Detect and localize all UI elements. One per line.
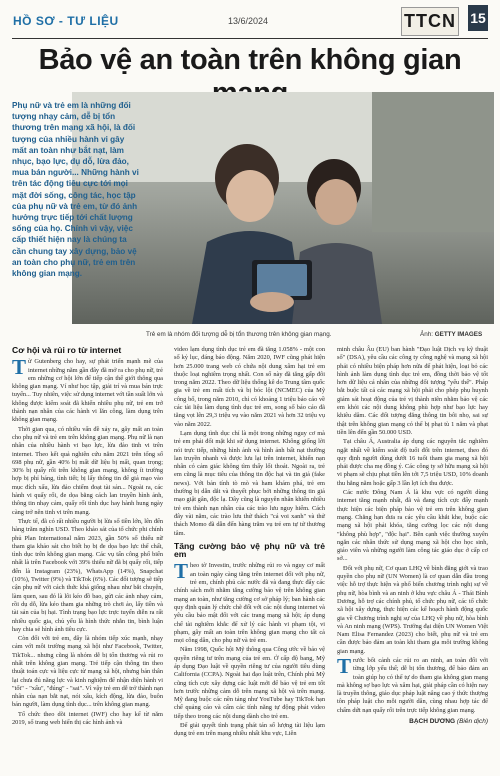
author-line: [337, 718, 488, 726]
paragraph: Tại châu Á, Australia áp dụng các nguyên tắc nghiêm ngặt nhất về kiểm soát độ tuổi đối trên internet, theo đó quy định người dùng dưới 16 tuổi tham gia mạng xã hội phải được cha mẹ đồng ý. Các công ty sở hữu mạng xã hội vi phạm sẽ chịu phạt tiền lên tới 7,5 triệu USD, 10% doanh thu hằng năm hoặc gấp 3 lần lợi ích thu được.: [337, 438, 488, 487]
publication-logo: TTCN: [401, 7, 459, 36]
column-3: [337, 346, 488, 726]
article-sapo: Phụ nữ và trẻ em là những đối tượng nhạy cảm, dễ bị tổn thương trên mạng xã hội, là đối tượng của nhiều hành vi gây mất an toàn như bắt nạt, làm nhục, bạo lực, dụ dỗ, lừa đảo, mua bán người... Những hành vi trên tác động tiêu cực tới mọi mặt đời sống, công tác, học tập của phụ nữ và trẻ em, từ đó ảnh hưởng trực tiếp tới chất lượng sống của họ. Chính vì vậy, việc cấp thiết hiện nay là chúng ta cần chung tay xây dựng, bảo vệ an toàn cho phụ nữ, trẻ em trên không gian mạng.: [12, 101, 139, 279]
author-name: BẠCH DƯƠNG: [409, 718, 456, 726]
paragraph: Các nước Đông Nam Á là khu vực có người dùng internet tăng mạnh nhất, đã và đang tích cực đẩy mạnh thực hiện các biện pháp bảo vệ trẻ em trên không gian mạng. Chẳng hạn đưa ra các yêu cầu khắt khe, buộc các mạng xã hội phải khóa, tăng cường lọc các nội dung "không phù hợp", "độc hại". Bên cạnh việc thường xuyên ngăn các nhân thức sử dụng mạng xã hội cho học sinh, giáo viên và những người làm công tác giáo dục ở cấp cơ sở...: [337, 489, 488, 563]
section-heading-2: Tăng cường bảo vệ phụ nữ và trẻ em: [174, 540, 325, 560]
paragraph-text: ừ Gutenberg cho hay, sự phát triển mạnh mẽ của internet những năm gần đây đã mở ra cho phụ nữ, trẻ em những cơ hội lớn để tiếp cận thế giới thông qua không gian mạng. Ví như học tập, giải trí và mua bán trực tuyến... Tuy nhiên, việc sử dụng internet với tần suất lớn và không được kiểm soát đã khiến nhiều phụ nữ, trẻ em trở thành nạn nhân của các hành vi lăn công, làm dụng trên không gian mạng.: [12, 358, 163, 424]
paragraph: Thời gian qua, có nhiều vấn đề xảy ra, gây mất an toàn cho phụ nữ và trẻ em trên không gian mạng. Phụ nữ là nạn nhân của nhiều hành vi bạo lực, lừa đảo tinh vi trên internet. Theo kết quả nghiên cứu năm 2021 trên tổng số 698 phụ nữ, gần 40% bị mất dữ liệu bị mất, quan trọng; 30% bị quấy rối trên không gian mạng, không ít trường hợp bị phỉ báng, tình tiết; bị lấy thông tin để giả mạo vào mục đích xấu, lừa đảo chiếm đoạt tài sản... Ngoài ra, các hành vi quấy rối, đe dọa bằng cách lan truyền hình ảnh, thông tin nhạy cảm, quấy rối tình dục hay hành hung ngày càng trở nên tinh vi trên mạng.: [12, 425, 163, 516]
paragraph: Còn đối với trẻ em, đây là nhóm tiếp xúc mạnh, nhạy cảm với môi trường mạng xã hội như Facebook, Twitter, TikTok... nhưng cũng là nhóm dễ bị tổn thương và rủi ro nhất trên không gian mạng. Trẻ tiếp cận thông tin theo thuật toán cực và liệu cực từ mạng xã hội, nhưng bản thân lại chưa đủ năng lực và kinh nghiệm để nhận diện hành vi "tốt" - "xấu", "đúng" - "sai". Vì vậy trẻ em dễ trở thành nạn nhân của nạn bắt nạt, nói xấu, kích động, lừa đảo, buôn bán người, làm dụng tình dục... trên không gian mạng.: [12, 635, 163, 709]
paragraph: video lạm dụng tình dục trẻ em đã tăng 1.058% - một con số kỷ lục, đáng báo động. Năm 2020, IWF cũng phát hiện hơn 25.000 trang web có chứa nội dung xâm hại trẻ em thuộc loại nghiêm trọng nhất. Con số này đã tăng gấp đôi trong năm 2022. Theo dữ liệu thống kê do Trung tâm quốc gia về trẻ em mất tích và bị bóc lột (NCMEC) của Mỹ công bố, trong năm 2010, chỉ có khoảng 1 triệu báo cáo về các tài liệu làm dụng tình dục trẻ em, song số báo cáo đã tăng vọt lên 29,3 triệu vụ vào năm 2021 và hơn 32 triệu vụ vào năm 2022.: [174, 346, 325, 428]
page-header: [0, 0, 500, 38]
child-face-right: [315, 179, 357, 225]
article-title: Bảo vệ an toàn trên không gian: [38, 44, 462, 76]
drop-cap: T: [337, 653, 352, 678]
column-2: [174, 346, 325, 740]
photo-credit: [420, 331, 482, 338]
section-heading-1: Cơ hội và rủi ro từ internet: [12, 345, 122, 355]
photo-window-frame: [372, 92, 494, 232]
header-rule: [12, 38, 488, 39]
paragraph-text: heo tờ Investin, trước những rủi ro và nguy cơ mất an toàn ngày càng tăng trên internet đối với phụ nữ, trẻ em, chính phủ các nước đã và đang thực đẩy các chính sách mới nhằm tăng cường bảo vệ trên không gian mạng an toàn, như tăng cường cơ sở pháp lý; ban hành các quy định quản lý chức chẽ đối với các nội dung internet và yêu cầu bảo mật đối với các trang mạng xã hội; áp dụng chế tài nghiêm khắc để xử lý các hành vi phạm tội, vi phạm, gây mất an toàn trên không gian mạng cho tất cả mọi công dân, cho phụ nữ và trẻ em.: [174, 562, 325, 645]
page-number: 15: [468, 5, 488, 31]
paragraph: Năm 1998, Quốc hội Mỹ thông qua Công ước về bảo vệ quyền riêng tư trên mạng của trẻ em. Ở cấp độ bang, Mỹ áp dụng Đạo luật về quyền riêng tư của người tiêu dùng California (CCPA). Ngoài hai đạo luật trên, Chính phủ Mỹ cũng tích cực xây dựng các luật mới để bảo vệ trẻ em tốt hơn trước những cảm dỗ trên mạng xã hội và trên mạng. Mỹ đang buộc các nền tảng như YouTube hay TikTok hạn chế quảng cáo và cấm các tính năng tự động phát video tiếp theo trong các nội dung dành cho trẻ em.: [174, 646, 325, 720]
paragraph-text: rước bối cảnh các rủi ro an ninh, an toàn đối với từng lớp yếu thế; dễ bị tổn thương, để bảo đảm an toàn giúp họ có thể tự do tham gia không gian mạng mà không sợ bạo lực và xâm hại, giải pháp cần có hiện nay là truyền thông, giáo dục pháp luật nâng cao ý thức thượng tôn pháp luật cho mỗi người dân, cùng nhau hợp tác để chấm dứt nạn quấy rối trên trực tiếp không gian mạng.: [337, 656, 488, 714]
section-label: HỒ SƠ - TƯ LIỆU: [13, 14, 119, 28]
paragraph: Tổ chức theo dõi internet (IWF) cho hay kể từ năm 2019, số trang web hiển thị các hình ảnh và: [12, 710, 163, 727]
paragraph: [174, 559, 325, 645]
author-note: (Biên dịch): [456, 718, 488, 726]
paragraph: Lạm dụng tình dục chỉ là một trong những nguy cơ mà trẻ em phải đối mặt khi sử dụng internet. Không giống lời nói trực tiếp, những hình ảnh và hình ảnh bất nạt thường lan truyền nhanh và được lưu lại trên internet, khiến nạn nhân có cảm giác không tìm thấy lối thoát. Ngoài ra, trẻ em cũng là mục tiêu của thông tin độc hại và tin giả (fake news). Với bản tính tò mò và ham khám phá, trẻ em thường bị dẫn dắt và thuyết phục bởi những thông tin giả mạo giật gân, độc lạ. Dây cũng là nguyên nhân khiến nhiều trẻ em thành nạn nhân của các trào lưu nguy hiểm. Cách đây vài năm, các trào lưu thử thách "cá voi xanh" và thử thách Momo đã dẫn đến hàng trăm vụ trẻ em tự tử thương tâm.: [174, 429, 325, 537]
paragraph: Đối với phụ nữ, Cơ quan LHQ về bình đẳng giới và trao quyền cho phụ nữ (UN Women) là cơ quan dẫn đầu trong việc hỗ trợ thực hiện và phổ biến chương trình nghị sự về phụ nữ, hòa bình và an ninh ở khu vực châu Á - Thái Bình Dương, hỗ trợ các chính phủ, tổ chức phụ nữ, các tổ chức xã hội xây dựng, thực hiện các kế hoạch hành động quốc gia về Chương trình nghị sự của LHQ về phụ nữ, hòa bình và An ninh mạng (WPS). Trưởng đại diện UN Women Việt Nam Elisa Fernandez (2023) cho biết, phụ nữ và trẻ em cần được bảo đảm an toàn khi tham gia môi trường không gian mạng.: [337, 564, 488, 655]
photo-credit-prefix: Ảnh:: [420, 331, 433, 338]
paragraph: minh châu Âu (EU) ban hành "Đạo luật Dịch vụ kỹ thuật số" (DSA), yêu cầu các công ty công nghệ và mạng xã hội phải có nhiều biện pháp hơn nữa để phát hiện, loại bỏ các hình ảnh làm dụng tình dục trẻ em, đồng thời bảo vệ tốt hơn dữ liệu cá nhân của những đối tượng "yếu thế". Pháp bắt buộc tất cả các mạng xã hội phải cho phép phụ huynh giám sát hoạt động của trẻ vị thành niên nhằm bảo vệ các em khỏi các nội dung không phù hợp như bạo lực hay khiêu dâm. Các đối tượng đăng thông tin bôi nhọ, sai sự thật trên không gian mạng có thể bị phạt tù 1 năm và phạt tiền lên đến gần 50.000 USD.: [337, 346, 488, 436]
issue-date: 13/6/2024: [228, 16, 269, 26]
column-1: [12, 346, 163, 728]
paragraph: Thực tế, đã có rất nhiều người bị lừa số tiền lớn, lên đến hàng trăm nghìn USD. Theo khảo sát của tổ chức phi chính phủ Plan International năm 2023, gần 50% số thiếu nữ tham gia khảo sát cho biết họ bị đe dọa bạo lực thể chất, tình dục trên không gian mạng. Các vụ tấn công phổ biến nhất là trên Facebook với 39% thiếu nữ đã bị quấy rối, tiếp đến là Instagram (23%), WhatsApp (14%), Snapchat (10%), Twitter (9%) và TikTok (6%). Các đối tượng sẽ tiếp cận phụ nữ với cách thức khá giống nhau như bắt chuyện, làm quen, sau đó là lôi kéo đồ bao, gửi các ảnh nhạy cảm, rồi dụ dỗ, lừa kéo tham gia những trò chơi ảo, lấy tiền và tài sản của bị hại. Tình trạng bạo lực trực tuyến diễn ra rất nhiều quốc gia, chủ yếu là hình thức nhắn tin, bình luận hay chia sẻ hình ảnh tiêu cực.: [12, 517, 163, 633]
paragraph: Để giải quyết tình trạng phát tán số lượng tài liệu lạm dụng trẻ em trên mạng nhiều nhất khu vực, Liên: [174, 722, 325, 738]
paragraph: [12, 355, 163, 424]
phone-screen: [257, 264, 307, 296]
child-face-left: [226, 170, 274, 222]
drop-cap: T: [174, 559, 189, 584]
paragraph: [337, 653, 488, 715]
photo-caption: Trẻ em là nhóm đối tượng dễ bị tổn thương trên không gian mạng.: [146, 331, 332, 338]
photo-credit-name: GETTY IMAGES: [434, 331, 483, 338]
drop-cap: T: [12, 355, 27, 380]
hands: [250, 292, 294, 312]
